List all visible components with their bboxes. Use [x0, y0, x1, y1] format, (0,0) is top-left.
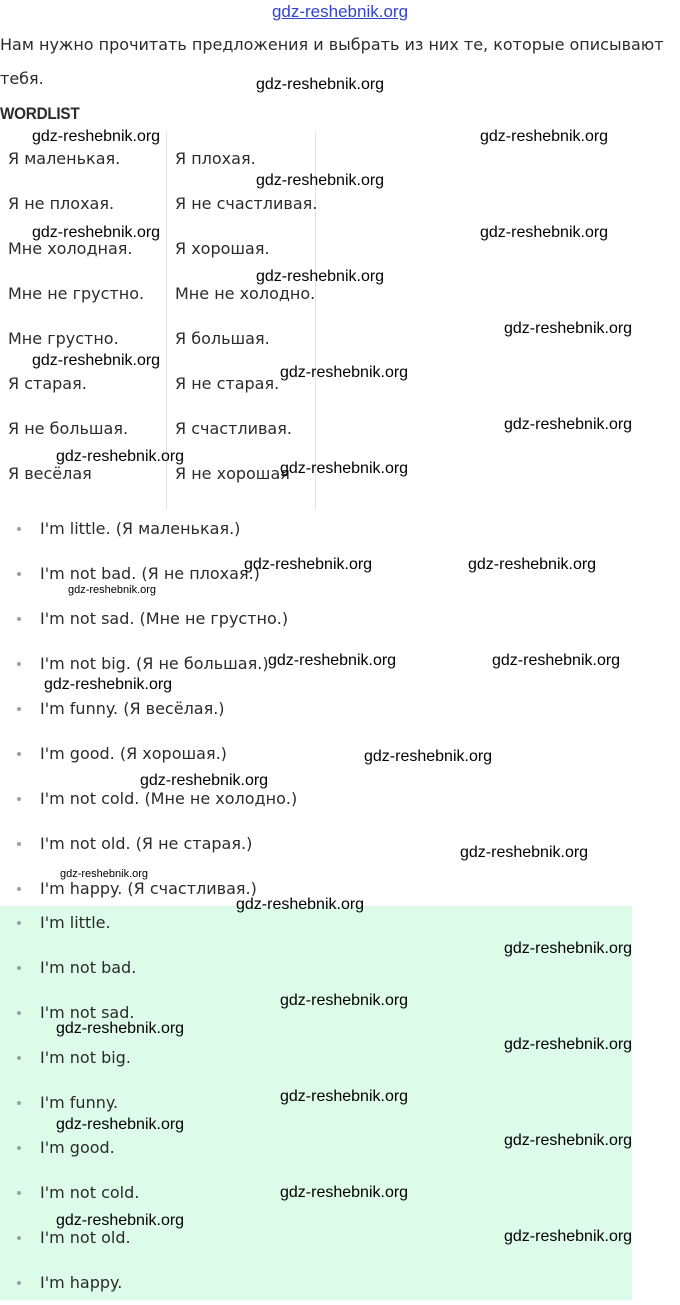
wordlist-cell: Мне грустно.: [8, 329, 119, 348]
bullet-icon: [17, 1146, 21, 1150]
bullet-icon: [17, 1101, 21, 1105]
list-item-text: I'm not bad. (Я не плохая.): [40, 564, 260, 583]
wordlist-cell: Я большая.: [175, 329, 270, 348]
translated-answer-list: [0, 506, 680, 911]
watermark: gdz-reshebnik.org: [44, 676, 173, 693]
wordlist-cell: Я старая.: [8, 374, 87, 393]
list-item-text: I'm little.: [40, 913, 111, 932]
watermark: gdz-reshebnik.org: [244, 556, 373, 573]
watermark: gdz-reshebnik.org: [32, 224, 161, 241]
watermark: gdz-reshebnik.org: [280, 460, 409, 477]
bullet-icon: [17, 1056, 21, 1060]
watermark: gdz-reshebnik.org: [256, 76, 385, 93]
watermark: gdz-reshebnik.org: [460, 844, 589, 861]
watermark: gdz-reshebnik.org: [280, 364, 409, 381]
watermark: gdz-reshebnik.org: [280, 992, 409, 1009]
list-item-text: I'm funny. (Я весёлая.): [40, 699, 225, 718]
watermark: gdz-reshebnik.org: [480, 128, 609, 145]
list-item: [0, 990, 632, 1035]
watermark: gdz-reshebnik.org: [504, 1132, 633, 1149]
list-item-text: I'm not cold. (Мне не холодно.): [40, 789, 298, 808]
list-item: [0, 1125, 632, 1170]
list-item: [0, 731, 680, 776]
watermark: gdz-reshebnik.org: [492, 652, 621, 669]
wordlist-cell: Я не старая.: [175, 374, 280, 393]
list-item: [0, 641, 680, 686]
list-item: [0, 551, 680, 596]
bullet-icon: [17, 966, 21, 970]
watermark: gdz-reshebnik.org: [504, 1228, 633, 1245]
wordlist-cell: Я не большая.: [8, 419, 129, 438]
wordlist-cell: Мне не грустно.: [8, 284, 145, 303]
bullet-icon: [17, 842, 21, 846]
watermark: gdz-reshebnik.org: [504, 320, 633, 337]
list-item-text: I'm happy. (Я счастливая.): [40, 879, 257, 898]
list-item-text: I'm not big. (Я не большая.): [40, 654, 269, 673]
watermark: gdz-reshebnik.org: [268, 652, 397, 669]
watermark: gdz-reshebnik.org: [364, 748, 493, 765]
list-item-text: I'm not bad.: [40, 958, 137, 977]
bullet-icon: [17, 1191, 21, 1195]
watermark: gdz-reshebnik.org: [140, 772, 269, 789]
list-item-text: I'm good.: [40, 1138, 115, 1157]
list-item: [0, 776, 680, 821]
watermark: gdz-reshebnik.org: [504, 416, 633, 433]
watermark: gdz-reshebnik.org: [280, 1184, 409, 1201]
watermark: gdz-reshebnik.org: [56, 448, 185, 465]
wordlist-cell: Я весёлая: [8, 464, 92, 483]
wordlist-cell: Я плохая.: [175, 149, 256, 168]
list-item: [0, 506, 680, 551]
intro-text: Нам нужно прочитать предложения и выбрать из них те, которые описывают тебя.: [0, 35, 664, 88]
watermark: gdz-reshebnik.org: [468, 556, 597, 573]
list-item-text: I'm happy.: [40, 1273, 123, 1292]
site-link[interactable]: gdz-reshebnik.org: [271, 2, 409, 21]
list-item: [0, 821, 680, 866]
wordlist-cell: Я не хорошая: [175, 464, 290, 483]
bullet-icon: [17, 1281, 21, 1285]
bullet-icon: [17, 887, 21, 891]
list-item: [0, 596, 680, 641]
wordlist-cell: Я не счастливая.: [175, 194, 318, 213]
bullet-icon: [17, 572, 21, 576]
watermark: gdz-reshebnik.org: [56, 1020, 185, 1037]
list-item: [0, 1080, 632, 1125]
watermark: gdz-reshebnik.org: [32, 128, 161, 145]
bullet-icon: [17, 617, 21, 621]
watermark: gdz-reshebnik.org: [256, 268, 385, 285]
list-item-text: I'm not old. (Я не старая.): [40, 834, 253, 853]
watermark: gdz-reshebnik.org: [236, 896, 365, 913]
wordlist-cell: Я маленькая.: [8, 149, 121, 168]
watermark: gdz-reshebnik.org: [480, 224, 609, 241]
list-item: [0, 686, 680, 731]
watermark: gdz-reshebnik.org: [68, 584, 157, 596]
list-item-text: I'm not cold.: [40, 1183, 140, 1202]
wordlist-cell: Я хорошая.: [175, 239, 270, 258]
list-item: [0, 1170, 632, 1215]
english-answer-list: [0, 900, 632, 1305]
wordlist-right-column: [167, 132, 316, 510]
watermark: gdz-reshebnik.org: [280, 1088, 409, 1105]
bullet-icon: [17, 797, 21, 801]
bullet-icon: [17, 921, 21, 925]
list-item-text: I'm not sad. (Мне не грустно.): [40, 609, 289, 628]
list-item-text: I'm not sad.: [40, 1003, 135, 1022]
list-item: [0, 1035, 632, 1080]
wordlist-cell: Мне холодная.: [8, 239, 133, 258]
watermark: gdz-reshebnik.org: [504, 1036, 633, 1053]
list-item: [0, 1260, 632, 1305]
list-item-text: I'm not big.: [40, 1048, 131, 1067]
watermark: gdz-reshebnik.org: [56, 1212, 185, 1229]
wordlist-cell: Я не плохая.: [8, 194, 115, 213]
bullet-icon: [17, 662, 21, 666]
bullet-icon: [17, 752, 21, 756]
watermark: gdz-reshebnik.org: [56, 1116, 185, 1133]
list-item-text: I'm funny.: [40, 1093, 119, 1112]
bullet-icon: [17, 707, 21, 711]
bullet-icon: [17, 1011, 21, 1015]
watermark: gdz-reshebnik.org: [60, 868, 149, 880]
list-item-text: I'm not old.: [40, 1228, 131, 1247]
wordlist-cell: Мне не холодно.: [175, 284, 316, 303]
bullet-icon: [17, 1236, 21, 1240]
list-item: [0, 945, 632, 990]
wordlist-left-column: [0, 132, 167, 510]
watermark: gdz-reshebnik.org: [256, 172, 385, 189]
list-item-text: I'm little. (Я маленькая.): [40, 519, 241, 538]
wordlist-cell: Я счастливая.: [175, 419, 292, 438]
watermark: gdz-reshebnik.org: [504, 940, 633, 957]
list-item: [0, 1215, 632, 1260]
list-item-text: I'm good. (Я хорошая.): [40, 744, 227, 763]
wordlist-table: [0, 132, 316, 510]
watermark: gdz-reshebnik.org: [32, 352, 161, 369]
bullet-icon: [17, 527, 21, 531]
list-item: [0, 900, 632, 945]
wordlist-title: WORDLIST: [0, 104, 80, 123]
